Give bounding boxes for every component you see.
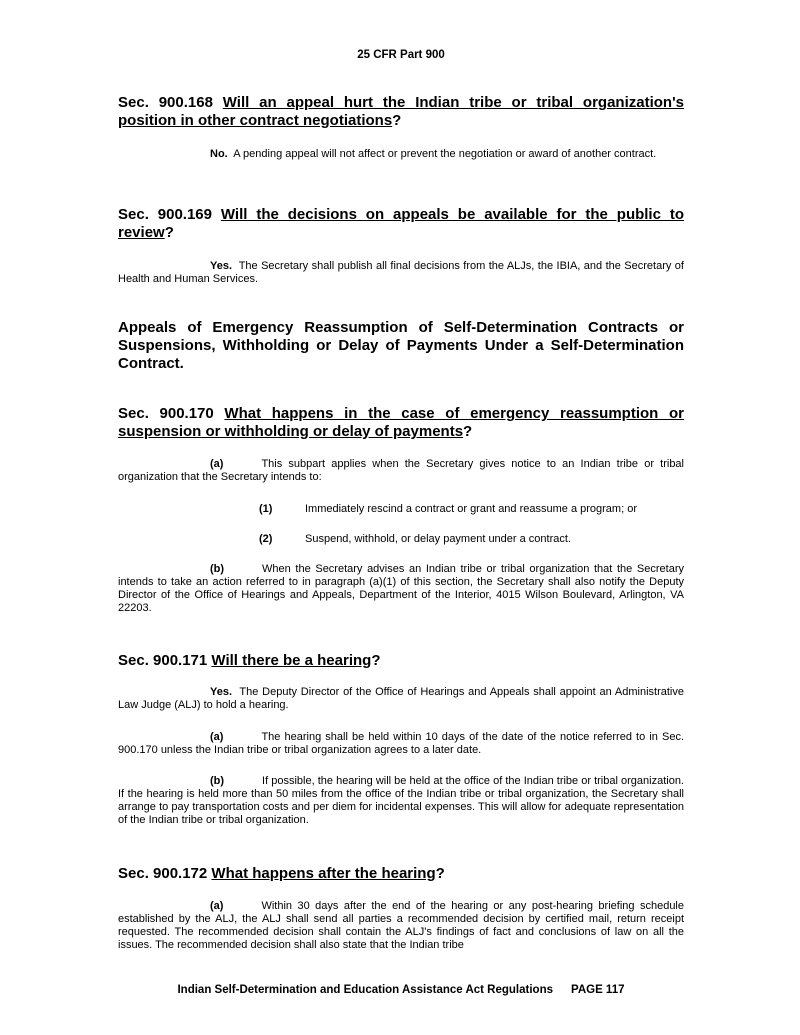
section-heading-900-170 <box>118 405 684 441</box>
paragraph-label: (a) <box>210 731 224 743</box>
page-footer <box>118 984 684 996</box>
paragraph-900-171-a <box>118 731 684 757</box>
paragraph-label: Yes. <box>210 686 233 698</box>
item-text: Immediately rescind a contract or grant and reassume a program; or <box>305 503 637 515</box>
page-header: 25 CFR Part 900 <box>357 49 445 61</box>
paragraph-900-171-b <box>118 775 684 827</box>
paragraph-label: Yes. <box>210 260 233 272</box>
paragraph-900-171 <box>118 686 684 712</box>
paragraph-text: Within 30 days after the end of the hearing or any post-hearing briefing schedule established by the ALJ, the ALJ shall send all parties a recommended decision by certified mail, return receipt requested. The recommended decision shall contain the ALJ's findings of fact and conclusions of law on all the issues. The recommended decision shall also state that the Indian tribe <box>118 900 684 951</box>
section-title: What happens in the case of emergency reassumption or suspension or withholding or delay of payments <box>118 405 684 440</box>
item-text: Suspend, withhold, or delay payment under a contract. <box>305 533 571 545</box>
section-number: Sec. 900.168 <box>118 94 213 111</box>
question-mark: ? <box>435 865 445 882</box>
section-heading-900-169 <box>118 206 684 242</box>
paragraph-text: This subpart applies when the Secretary gives notice to an Indian tribe or tribal organization that the Secretary intends to: <box>118 458 684 483</box>
section-heading-900-171 <box>118 652 684 670</box>
paragraph-label: (a) <box>210 900 224 912</box>
paragraph-label: No. <box>210 148 228 160</box>
paragraph-900-172-a <box>118 900 684 952</box>
list-item-1 <box>259 503 637 516</box>
paragraph-900-170-b <box>118 563 684 615</box>
section-number: Sec. 900.169 <box>118 206 212 223</box>
item-label: (2) <box>259 533 273 545</box>
question-mark: ? <box>164 224 174 241</box>
section-heading-900-168 <box>118 94 684 130</box>
section-title: Will there be a hearing <box>211 652 372 669</box>
section-title: What happens after the hearing <box>211 865 436 882</box>
paragraph-text: The hearing shall be held within 10 days of the date of the notice referred to in Sec. 900.170 unless the Indian tribe or tribal organization agrees to a later date. <box>118 731 684 756</box>
paragraph-label: (b) <box>210 563 225 575</box>
paragraph-900-170-a <box>118 458 684 484</box>
paragraph-text: When the Secretary advises an Indian tribe or tribal organization that the Secretary intends to take an action referred to in paragraph (a)(1) of this section, the Secretary shall also notify the Deputy Director of the Office of Hearings and Appeals, Department of the Interior, 4015 Wilson Boulevard, Arlington, VA 22203. <box>118 563 684 614</box>
subpart-heading: Appeals of Emergency Reassumption of Self-Determination Contracts or Suspensions, Withholding or Delay of Payments Under a Self-Determination Contract. <box>118 319 684 372</box>
item-label: (1) <box>259 503 273 515</box>
question-mark: ? <box>371 652 381 669</box>
section-number: Sec. 900.172 <box>118 865 208 882</box>
paragraph-text: A pending appeal will not affect or prevent the negotiation or award of another contract. <box>233 148 657 160</box>
section-title: Will the decisions on appeals be available for the public to review <box>118 206 685 241</box>
section-number: Sec. 900.170 <box>118 405 214 422</box>
paragraph-text: The Deputy Director of the Office of Hearings and Appeals shall appoint an Administrative Law Judge (ALJ) to hold a hearing. <box>118 686 684 711</box>
footer-title: Indian Self-Determination and Education Assistance Act Regulations <box>177 984 553 996</box>
question-mark: ? <box>463 423 473 440</box>
section-heading-900-172 <box>118 865 684 883</box>
section-number: Sec. 900.171 <box>118 652 208 669</box>
list-item-2 <box>259 533 571 546</box>
paragraph-text: If possible, the hearing will be held at the office of the Indian tribe or tribal organization. If the hearing is held more than 50 miles from the office of the Indian tribe or tribal organization, the Secretary shall arrange to pay transportation costs and per diem for incidental expenses. This will allow for adequate representation of the Indian tribe or tribal organization. <box>118 775 684 826</box>
paragraph-900-169 <box>118 260 684 286</box>
page-number: PAGE 117 <box>571 984 625 996</box>
paragraph-label: (a) <box>210 458 224 470</box>
paragraph-900-168 <box>118 148 684 161</box>
section-title: Will an appeal hurt the Indian tribe or tribal organization's position in other contract negotiations <box>118 94 684 129</box>
paragraph-text: The Secretary shall publish all final decisions from the ALJs, the IBIA, and the Secretary of Health and Human Services. <box>118 260 684 285</box>
question-mark: ? <box>392 112 402 129</box>
paragraph-label: (b) <box>210 775 225 787</box>
